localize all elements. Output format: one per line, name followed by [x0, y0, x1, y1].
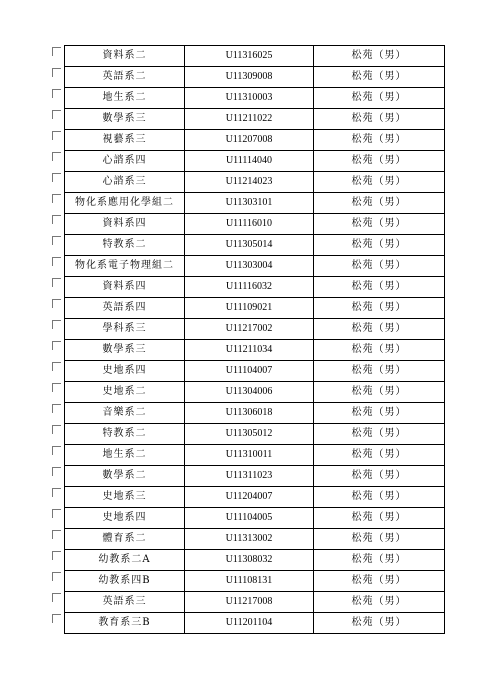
- dormitory-cell: 松苑（男）: [314, 361, 445, 382]
- table-row: [65, 340, 445, 361]
- dormitory-cell: 松苑（男）: [314, 151, 445, 172]
- dormitory-cell: 松苑（男）: [314, 445, 445, 466]
- department-cell: 特教系二: [65, 424, 185, 445]
- row-corner-mark: [52, 509, 61, 518]
- table-row: [65, 445, 445, 466]
- student-id-cell: U11311023: [185, 466, 314, 487]
- row-corner-mark: [52, 425, 61, 434]
- row-corner-mark: [52, 278, 61, 287]
- dormitory-cell: 松苑（男）: [314, 550, 445, 571]
- dormitory-cell: 松苑（男）: [314, 592, 445, 613]
- department-cell: 視藝系三: [65, 130, 185, 151]
- row-corner-mark: [52, 194, 61, 203]
- student-id-cell: U11303004: [185, 256, 314, 277]
- table-row: [65, 361, 445, 382]
- department-cell: 史地系四: [65, 508, 185, 529]
- row-corner-mark: [52, 320, 61, 329]
- student-id-cell: U11304006: [185, 382, 314, 403]
- department-cell: 英語系三: [65, 592, 185, 613]
- student-id-cell: U11303101: [185, 193, 314, 214]
- dormitory-cell: 松苑（男）: [314, 571, 445, 592]
- table-row: [65, 193, 445, 214]
- student-id-cell: U11201104: [185, 613, 314, 634]
- dormitory-cell: 松苑（男）: [314, 277, 445, 298]
- dormitory-cell: 松苑（男）: [314, 529, 445, 550]
- dormitory-cell: 松苑（男）: [314, 67, 445, 88]
- table-row: [65, 214, 445, 235]
- dormitory-cell: 松苑（男）: [314, 109, 445, 130]
- department-cell: 體育系二: [65, 529, 185, 550]
- dormitory-cell: 松苑（男）: [314, 508, 445, 529]
- dormitory-cell: 松苑（男）: [314, 487, 445, 508]
- department-cell: 地生系二: [65, 445, 185, 466]
- student-id-cell: U11211022: [185, 109, 314, 130]
- row-corner-mark: [52, 530, 61, 539]
- student-id-cell: U11207008: [185, 130, 314, 151]
- student-id-cell: U11116032: [185, 277, 314, 298]
- student-id-cell: U11217002: [185, 319, 314, 340]
- student-id-cell: U11305012: [185, 424, 314, 445]
- department-cell: 資料系二: [65, 46, 185, 67]
- student-id-cell: U11108131: [185, 571, 314, 592]
- table-row: [65, 403, 445, 424]
- student-id-cell: U11204007: [185, 487, 314, 508]
- table-row: [65, 319, 445, 340]
- dormitory-cell: 松苑（男）: [314, 193, 445, 214]
- student-id-cell: U11104005: [185, 508, 314, 529]
- student-id-cell: U11211034: [185, 340, 314, 361]
- dormitory-cell: 松苑（男）: [314, 130, 445, 151]
- student-id-cell: U11214023: [185, 172, 314, 193]
- dormitory-cell: 松苑（男）: [314, 382, 445, 403]
- table-row: [65, 172, 445, 193]
- department-cell: 心諮系三: [65, 172, 185, 193]
- table-row: [65, 298, 445, 319]
- row-corner-mark: [52, 446, 61, 455]
- department-cell: 數學系三: [65, 109, 185, 130]
- table-row: [65, 424, 445, 445]
- student-id-cell: U11104007: [185, 361, 314, 382]
- dormitory-cell: 松苑（男）: [314, 172, 445, 193]
- student-id-cell: U11309008: [185, 67, 314, 88]
- department-cell: 地生系二: [65, 88, 185, 109]
- department-cell: 史地系二: [65, 382, 185, 403]
- row-corner-mark: [52, 341, 61, 350]
- row-corner-mark: [52, 488, 61, 497]
- table-row: [65, 130, 445, 151]
- table-row: [65, 592, 445, 613]
- table-row: [65, 256, 445, 277]
- dormitory-cell: 松苑（男）: [314, 88, 445, 109]
- table-row: [65, 235, 445, 256]
- student-id-cell: U11109021: [185, 298, 314, 319]
- table-row: [65, 151, 445, 172]
- student-id-cell: U11305014: [185, 235, 314, 256]
- table-row: [65, 613, 445, 634]
- department-cell: 英語系二: [65, 67, 185, 88]
- dorm-roster-table: [64, 45, 445, 634]
- department-cell: 物化系應用化學組二: [65, 193, 185, 214]
- dormitory-cell: 松苑（男）: [314, 256, 445, 277]
- row-corner-mark: [52, 551, 61, 560]
- row-corner-mark: [52, 47, 61, 56]
- dormitory-cell: 松苑（男）: [314, 46, 445, 67]
- student-id-cell: U11308032: [185, 550, 314, 571]
- table-row: [65, 508, 445, 529]
- table-row: [65, 466, 445, 487]
- department-cell: 數學系三: [65, 340, 185, 361]
- department-cell: 史地系三: [65, 487, 185, 508]
- row-corner-mark: [52, 68, 61, 77]
- student-id-cell: U11116010: [185, 214, 314, 235]
- department-cell: 數學系二: [65, 466, 185, 487]
- table-row: [65, 277, 445, 298]
- department-cell: 音樂系二: [65, 403, 185, 424]
- table-row: [65, 529, 445, 550]
- department-cell: 資料系四: [65, 277, 185, 298]
- dormitory-cell: 松苑（男）: [314, 403, 445, 424]
- row-corner-mark: [52, 614, 61, 623]
- department-cell: 幼教系四B: [65, 571, 185, 592]
- row-corner-mark: [52, 362, 61, 371]
- student-id-cell: U11313002: [185, 529, 314, 550]
- student-id-cell: U11316025: [185, 46, 314, 67]
- student-id-cell: U11217008: [185, 592, 314, 613]
- row-corner-mark: [52, 572, 61, 581]
- row-corner-mark: [52, 593, 61, 602]
- table-row: [65, 382, 445, 403]
- department-cell: 物化系電子物理組二: [65, 256, 185, 277]
- dormitory-cell: 松苑（男）: [314, 214, 445, 235]
- dormitory-cell: 松苑（男）: [314, 235, 445, 256]
- row-corner-mark: [52, 404, 61, 413]
- dormitory-cell: 松苑（男）: [314, 424, 445, 445]
- row-corner-mark: [52, 89, 61, 98]
- row-corner-mark: [52, 467, 61, 476]
- department-cell: 英語系四: [65, 298, 185, 319]
- table-row: [65, 571, 445, 592]
- row-corner-mark: [52, 215, 61, 224]
- row-corner-mark: [52, 257, 61, 266]
- department-cell: 資料系四: [65, 214, 185, 235]
- table-row: [65, 67, 445, 88]
- department-cell: 幼教系二A: [65, 550, 185, 571]
- table-row: [65, 109, 445, 130]
- row-corner-mark: [52, 236, 61, 245]
- department-cell: 史地系四: [65, 361, 185, 382]
- student-id-cell: U11310003: [185, 88, 314, 109]
- department-cell: 學科系三: [65, 319, 185, 340]
- table-row: [65, 550, 445, 571]
- table-row: [65, 46, 445, 67]
- row-corner-mark: [52, 299, 61, 308]
- table-row: [65, 487, 445, 508]
- dormitory-cell: 松苑（男）: [314, 466, 445, 487]
- department-cell: 心諮系四: [65, 151, 185, 172]
- student-id-cell: U11310011: [185, 445, 314, 466]
- dormitory-cell: 松苑（男）: [314, 298, 445, 319]
- department-cell: 特教系二: [65, 235, 185, 256]
- table-row: [65, 88, 445, 109]
- dormitory-cell: 松苑（男）: [314, 340, 445, 361]
- department-cell: 教育系三B: [65, 613, 185, 634]
- row-corner-mark: [52, 131, 61, 140]
- row-corner-mark: [52, 110, 61, 119]
- row-corner-mark: [52, 173, 61, 182]
- dormitory-cell: 松苑（男）: [314, 319, 445, 340]
- student-id-cell: U11306018: [185, 403, 314, 424]
- row-corner-mark: [52, 152, 61, 161]
- row-corner-mark: [52, 383, 61, 392]
- student-id-cell: U11114040: [185, 151, 314, 172]
- roster-body: [65, 46, 445, 634]
- dormitory-cell: 松苑（男）: [314, 613, 445, 634]
